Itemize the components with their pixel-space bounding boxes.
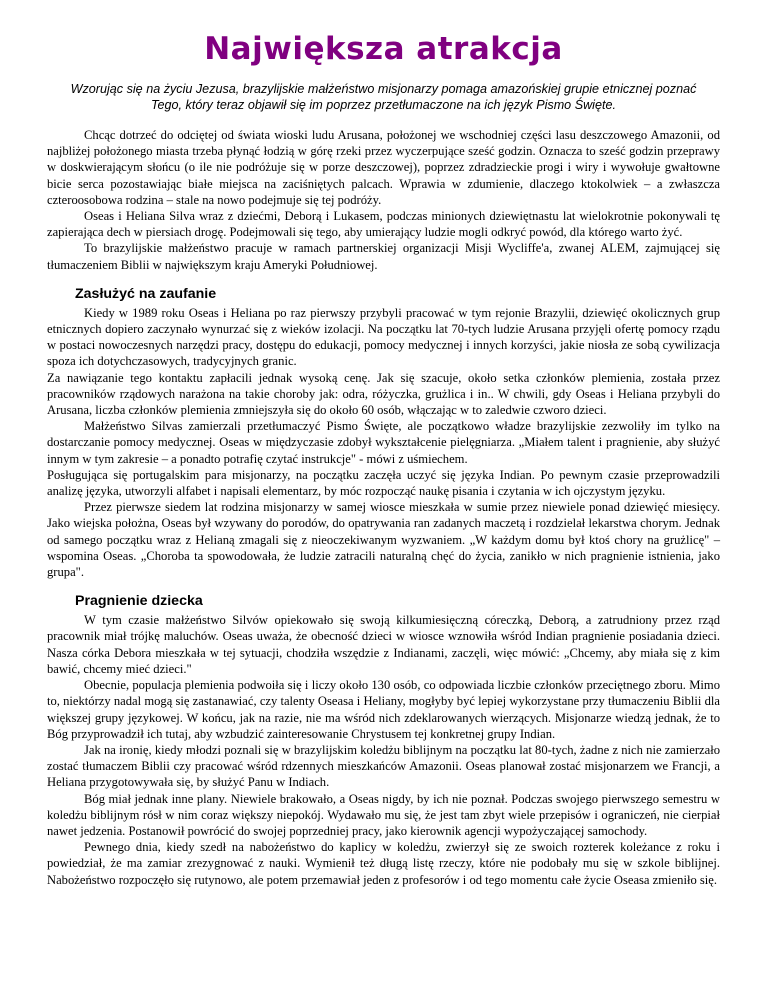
section-heading: Pragnienie dziecka	[75, 593, 203, 610]
section-paragraph: Kiedy w 1989 roku Oseas i Heliana po raz pierwszy przybyli pracować w tym rejonie Brazylii, dziewięć okolicznych grup etnicznych dopiero zaczynało wynurzać się z wieków izolacji. Na początku lat 70-tych ludzie Arusana przyjęli ofertę pomocy rządu w postaci nowoczesnych narzędzi pracy, dostępu do edukacji, pomocy medycznej i innych korzyści, jakie niosła ze sobą cywilizacja spoza ich dotychczasowych, tradycyjnych granic.	[47, 305, 720, 369]
intro-paragraph: Oseas i Heliana Silva wraz z dziećmi, Deborą i Lukasem, podczas minionych dziewiętnastu lat wielokrotnie pokonywali tę zapierająca dech w piersiach drogę. Podejmowali się tego, aby umierający ludzie mogli odkryć powód, dla którego warto żyć.	[47, 209, 720, 240]
section-paragraph: Jak na ironię, kiedy młodzi poznali się w brazylijskim koledżu biblijnym na początku lat 80-tych, żadne z nich nie zamierzało zostać tłumaczem Biblii czy pracować wśród rdzennych mieszkańców Amazonii. Oseas planował zostać misjonarzem we Francji, a Heliana przygotowywała się, by służyć Panu w Indiach.	[47, 742, 720, 790]
section-paragraph: W tym czasie małżeństwo Silvów opiekowało się swoją kilkumiesięczną córeczką, Deborą, a zatrudniony przez rząd pracownik miał trójkę maluchów. Oseas uważa, że obecność dzieci w wiosce wznowiła wśród Indian pragnienie posiadania dzieci. Nasza córka Debora mieszkała w tej sytuacji, chodziła wszędzie z Indianami, zaczęli, więc mówić: „Chcemy, aby miała się z kim bawić, chcemy mieć dzieci."	[47, 613, 720, 676]
section-heading: Zasłużyć na zaufanie	[75, 285, 217, 302]
intro-paragraph: Chcąc dotrzeć do odciętej od świata wioski ludu Arusana, położonej we wschodniej części lasu deszczowego Amazonii, od najbliżej położonego miasta trzeba płynąć łodzią w górę rzeki przez wyczerpujące sześć godzin. Oznacza to sześć godzin przeprawy w doskwierającym słońcu (o ile nie podróżuje się w porze deszczowej), poprzez zdradzieckie progi i wiry i wywołuje gwałtowne bicie serca pozostawiając białe miejsca na zaciśniętych palcach. Wprawia w zdumienie, dlaczego ktokolwiek – a zwłaszcza czteroosobowa rodzina – stale na nowo podejmuje się tej podróży.	[47, 128, 720, 207]
section-paragraph: Pewnego dnia, kiedy szedł na nabożeństwo do kaplicy w koledżu, zwierzył się ze swoich rozterek koleżance z roku i powiedział, że ma zamiar zrezygnować z nauki. Wymienił też długą listę rzeczy, które nie podobały mu się w szkole biblijnej. Nabożeństwo rozpoczęło się rutynowo, ale potem przemawiał jeden z profesorów i od tego momentu całe życie Oseasa zmieniło się.	[47, 840, 720, 887]
intro-paragraph: To brazylijskie małżeństwo pracuje w ramach partnerskiej organizacji Misji Wycliffe'a, zwanej ALEM, zajmującej się tłumaczeniem Biblii w największym kraju Ameryki Południowej.	[47, 241, 720, 272]
section-paragraph: Obecnie, populacja plemienia podwoiła się i liczy około 130 osób, co odpowiada liczbie członków przeciętnego zboru. Mimo to, niektórzy nadal mogą się zastanawiać, czy talenty Oseasa i Heliany, mogłyby być lepiej wykorzystane przy tłumaczeniu Biblii dla większej grupy językowej. W końcu, jak na razie, nie ma wśród nich zdeklarowanych wierzących. Misjonarze wiedzą jednak, że to Bóg przyprowadził ich tutaj, aby wzbudzić zainteresowanie Chrystusem tej konkretnej grupy Indian.	[47, 678, 720, 741]
section-paragraph: Małżeństwo Silvas zamierzali przetłumaczyć Pismo Święte, ale początkowo władze brazylijskie zezwoliły im tylko na dostarczanie pomocy medycznej. Oseas w międzyczasie zdobył wykształcenie pielęgniarza. „Miałem talent i pragnienie, aby służyć innym w tym zakresie – a ponadto potrafię czytać instrukcje" - mówi z uśmiechem.	[47, 419, 720, 466]
article-body	[47, 127, 720, 888]
section-paragraph: Bóg miał jednak inne plany. Niewiele brakowało, a Oseas nigdy, by ich nie poznał. Podczas swojego pierwszego semestru w koledżu biblijnym rósł w nim coraz większy niepokój. Wydawało mu się, że jest tam zbyt wiele przepisów i ograniczeń, nie cierpiał nawet jedzenia. Postanowił powrócić do swojej poprzedniej pracy, jako kierownik agencji wypożyczającej samochody.	[47, 791, 720, 838]
section-paragraph: Posługująca się portugalskim para misjonarzy, na początku zaczęła uczyć się języka Indian. Po pewnym czasie przeprowadzili analizę języka, utworzyli alfabet i napisali elementarz, by móc rozpocząć naukę pisania i czytania w ich ojczystym języku.	[47, 467, 720, 499]
section-paragraph: Przez pierwsze siedem lat rodzina misjonarzy w samej wiosce mieszkała w sumie przez niewiele ponad dziewięć miesięcy. Jako wiejska położna, Oseas był wzywany do porodów, do opatrywania ran zadanych maczetą i rozdzielał lekarstwa chorym. Jednak od samego początku wraz z Helianą zmagali się z nieoczekiwanym wyzwaniem. „W każdym domu był ktoś chory na grużlicę" – wspomina Oseas. „Choroba ta spowodowała, że ludzie zatracili naturalną chęć do życia, zanikło w nich pragnienie istnienia, jako grupa".	[47, 500, 720, 580]
page-title: Największa atrakcja	[204, 31, 563, 67]
lead-paragraph: Wzorując się na życiu Jezusa, brazylijskie małżeństwo misjonarzy pomaga amazońskiej grupie etnicznej poznać Tego, który teraz objawił się im poprzez przetłumaczone na ich język Pismo Święte.	[70, 82, 697, 112]
section-paragraph: Za nawiązanie tego kontaktu zapłacili jednak wysoką cenę. Jak się szacuje, około setka członków plemienia, została przez pracowników rządowych narażona na takie choroby jak: odra, różyczka, grużlica i in.. W chwili, gdy Oseas i Heliana przybyli do Arusana, liczba członków plemienia zmniejszyła się do około 60 osób, włączając w to zaledwie czworo dzieci.	[47, 370, 720, 418]
